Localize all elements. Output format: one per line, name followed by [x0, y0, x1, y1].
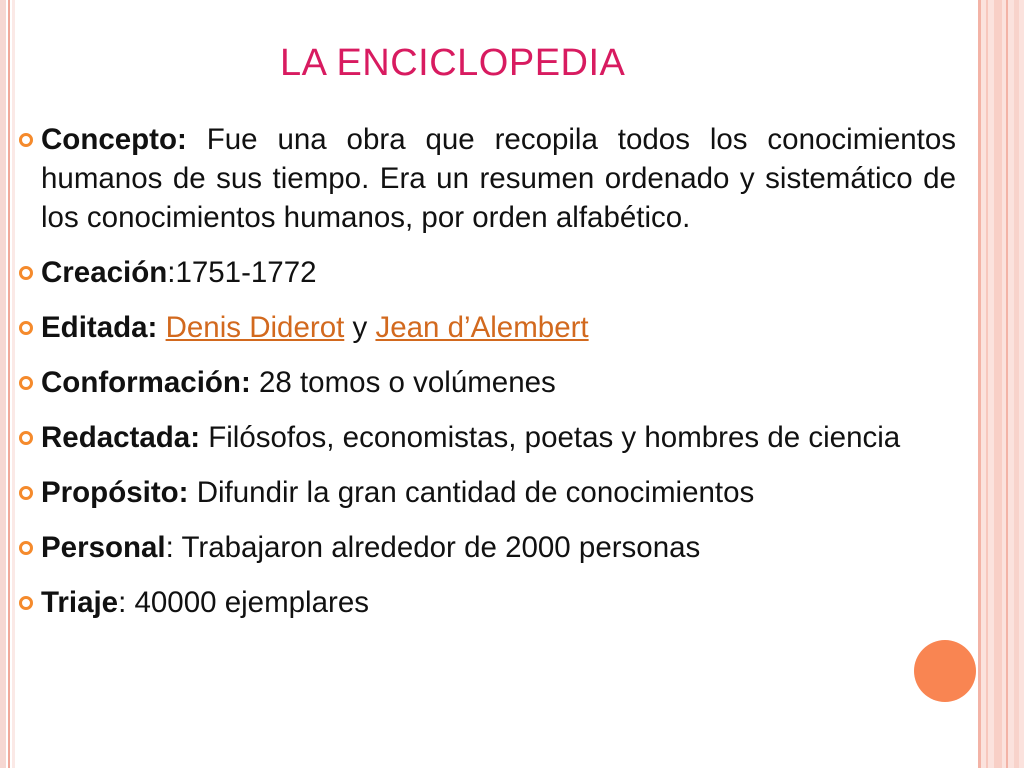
bullet-icon	[19, 266, 33, 280]
bullet-icon	[19, 321, 33, 335]
orange-circle-decoration	[914, 640, 976, 702]
bullet-text: y	[344, 311, 376, 344]
right-decor-stripe	[978, 0, 981, 768]
bullet-item-redactada	[16, 418, 956, 457]
right-decor-stripe	[1014, 0, 1019, 768]
bullet-icon	[19, 541, 33, 555]
bullet-icon	[19, 133, 33, 147]
bullet-icon	[19, 486, 33, 500]
bullet-text: 28 tomos o volúmenes	[250, 366, 556, 399]
bullet-text: : Trabajaron alrededor de 2000 personas	[165, 531, 701, 564]
bullet-icon	[19, 596, 33, 610]
bullet-item-triaje	[16, 583, 956, 622]
slide-title: LA ENCICLOPEDIA	[280, 42, 626, 84]
right-decor-stripe	[986, 0, 988, 768]
bullet-label: Redactada:	[41, 421, 201, 454]
bullet-text: :1751-1772	[167, 256, 317, 289]
left-decor-stripe	[12, 0, 15, 768]
bullet-text: Filósofos, economistas, poetas y hombres de ciencia	[200, 421, 901, 454]
left-decor-stripe	[0, 0, 6, 768]
right-decor-stripe	[1006, 0, 1008, 768]
denis-diderot-link[interactable]: Denis Diderot	[165, 311, 345, 344]
bullet-label: Creación	[41, 256, 168, 289]
bullet-item-editada	[16, 308, 956, 347]
bullet-text	[157, 311, 165, 344]
bullet-label: Propósito:	[41, 476, 189, 509]
bullet-label: Editada:	[41, 311, 158, 344]
bullet-item-concepto	[16, 120, 956, 237]
bullet-label: Conformación:	[41, 366, 251, 399]
right-decor-stripe	[994, 0, 1002, 768]
bullet-text: Fue una obra que recopila todos los conocimientos humanos de sus tiempo. Era un resumen ordenado y sistemático de los conocimientos humanos, por orden alfabético.	[41, 123, 956, 234]
bullet-item-proposito	[16, 473, 956, 512]
bullet-label: Concepto:	[41, 123, 187, 156]
bullet-text: : 40000 ejemplares	[118, 586, 369, 619]
bullet-text: Difundir la gran cantidad de conocimientos	[188, 476, 755, 509]
jean-dalembert-link[interactable]: Jean d’Alembert	[375, 311, 589, 344]
left-decor-stripe	[8, 0, 10, 768]
bullet-list	[16, 120, 956, 622]
bullet-label: Triaje	[41, 586, 119, 619]
bullet-icon	[19, 376, 33, 390]
bullet-item-conformacion	[16, 363, 956, 402]
bullet-label: Personal	[41, 531, 166, 564]
bullet-icon	[19, 431, 33, 445]
bullet-item-personal	[16, 528, 956, 567]
bullet-item-creacion	[16, 253, 956, 292]
